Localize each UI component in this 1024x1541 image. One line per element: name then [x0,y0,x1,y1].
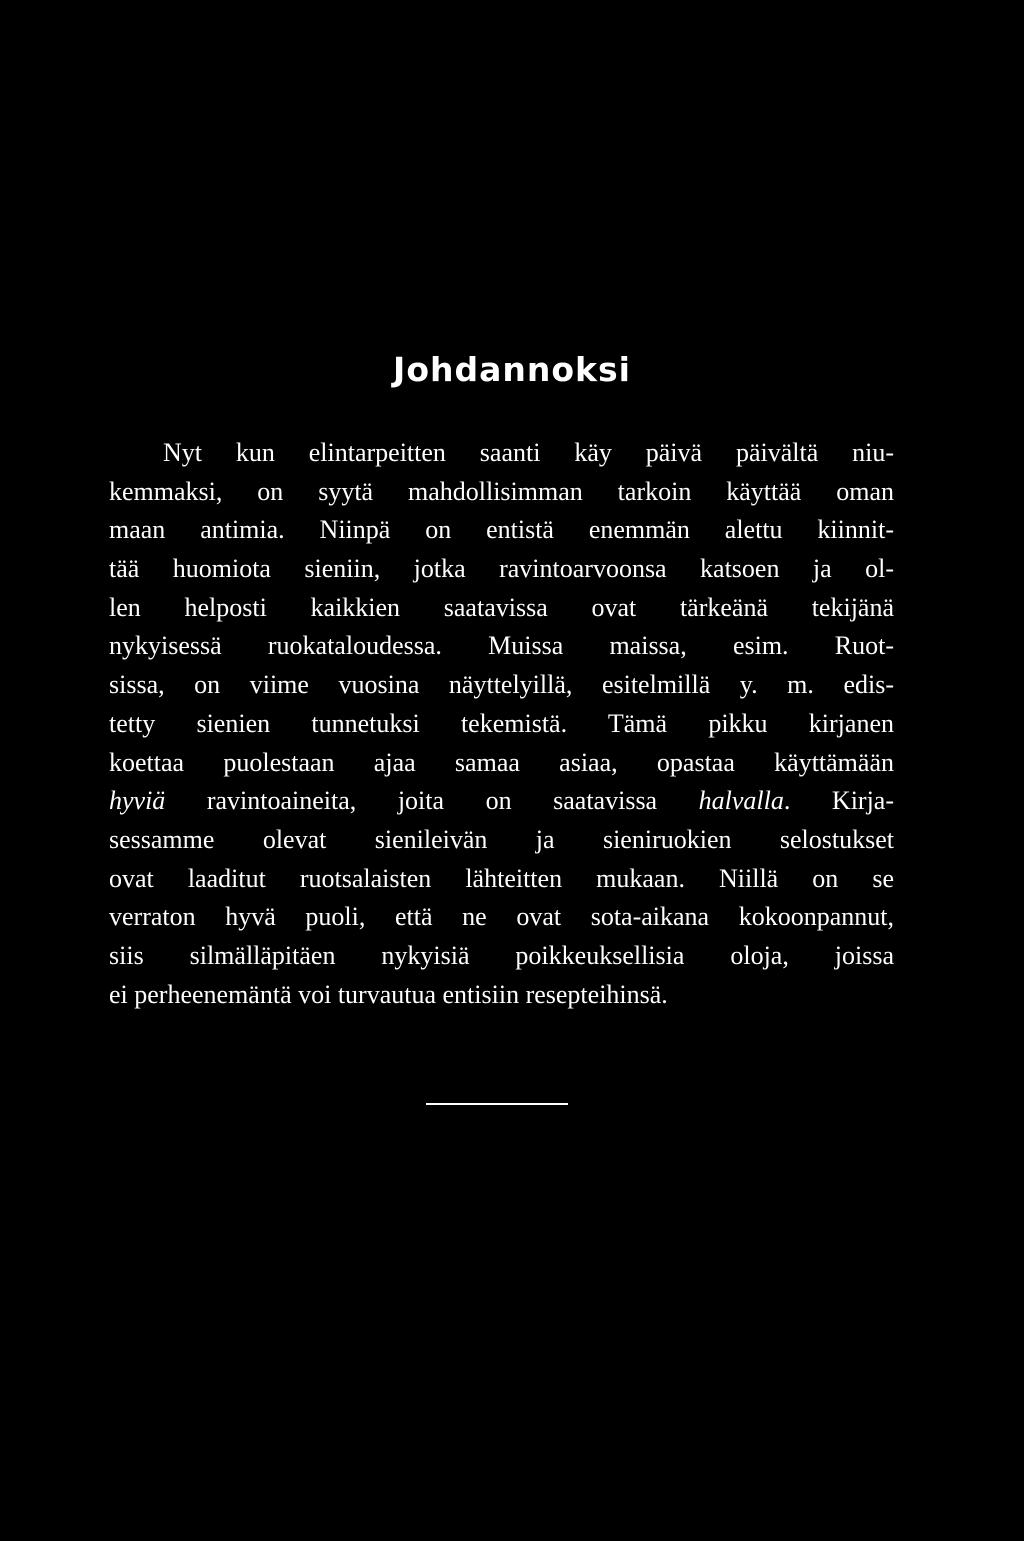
text-line-last: ei perheenemäntä voi turvautua entisiin resepteihinsä. [109,979,668,1009]
text-line: Nyt kun elintarpeitten saanti käy päivä päivältä niu- [163,438,894,467]
text-line: sissa, on viime vuosina näyttelyillä, esitelmillä y. m. edis- [109,670,894,700]
text-line: koettaa puolestaan ajaa samaa asiaa, opastaa käyttämään [109,747,894,777]
text-line: tää huomiota sieniin, jotka ravintoarvoonsa katsoen ja ol- [109,554,894,584]
emphasis-hyvia: hyviä [109,786,166,816]
text-line-with-emphasis [109,782,894,821]
text-fragment: . Kirja- [783,786,894,816]
emphasis-halvalla: halvalla [698,786,784,816]
text-fragment: ravintoaineita, joita on saatavissa [165,786,699,816]
text-line: verraton hyvä puoli, että ne ovat sota-aikana kokoonpannut, [109,902,894,932]
text-line: kemmaksi, on syytä mahdollisimman tarkoin käyttää oman [109,476,894,506]
text-line: siis silmälläpitäen nykyisiä poikkeuksellisia oloja, joissa [109,940,894,970]
introduction-paragraph [109,434,894,1014]
text-line: nykyisessä ruokataloudessa. Muissa maissa, esim. Ruot- [109,631,894,661]
text-line: len helposti kaikkien saatavissa ovat tärkeänä tekijänä [109,592,894,622]
page-title: Johdannoksi [393,350,631,389]
text-line: maan antimia. Niinpä on entistä enemmän alettu kiinnit- [109,515,894,545]
section-divider [426,1103,568,1105]
text-line: ovat laaditut ruotsalaisten lähteitten mukaan. Niillä on se [109,863,894,893]
text-line: tetty sienien tunnetuksi tekemistä. Tämä pikku kirjanen [109,708,894,738]
text-line: sessamme olevat sienileivän ja sieniruokien selostukset [109,824,894,854]
